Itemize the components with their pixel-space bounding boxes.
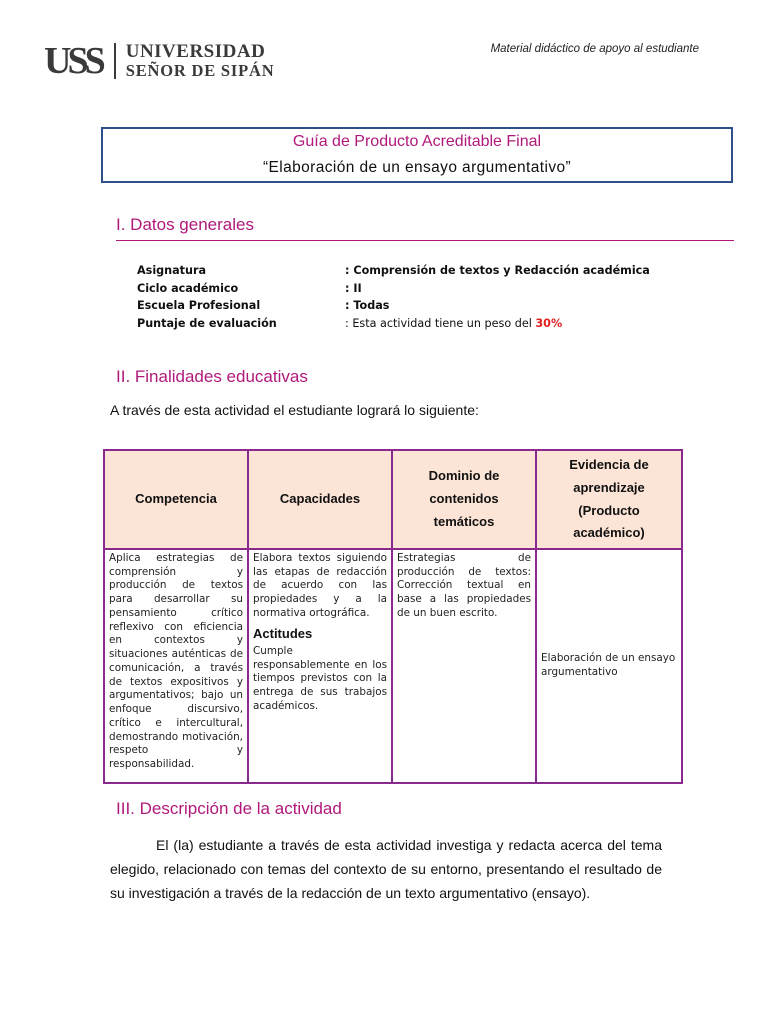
guide-subtitle: “Elaboración de un ensayo argumentativo”: [262, 159, 572, 176]
actitudes-label: Actitudes: [253, 625, 313, 641]
section1-rule: [116, 240, 734, 241]
guide-title: Guía de Producto Acreditable Final: [292, 133, 542, 150]
column-header: Dominio de contenidos temáticos: [392, 450, 536, 549]
logo-line2: SEÑOR DE SIPÁN: [125, 61, 275, 81]
data-label: Ciclo académico: [137, 281, 239, 295]
description-text: El (la) estudiante a través de esta actividad investiga y redacta acerca del tema elegido, relacionado con temas del contexto de su entorno, presentando el resultado de su investigación a través de la redacción de un texto argumentativo (ensayo).: [110, 837, 662, 901]
actitudes-text: Cumple responsablemente en los tiempos previstos con la entrega de sus trabajos académicos.: [253, 644, 387, 712]
dominio-cell: Estrategias de producción de textos: Corrección textual en base a las propiedades de un buen escrito.: [392, 549, 536, 783]
table-row: [104, 549, 682, 783]
activity-description: [110, 833, 662, 905]
logo-text: [126, 42, 275, 79]
table-header-row: [104, 450, 682, 549]
data-value: : II: [345, 281, 362, 295]
column-header: Evidencia de aprendizaje (Producto académico): [536, 450, 682, 549]
competencia-cell: Aplica estrategias de comprensión y producción de textos para desarrollar su pensamiento crítico reflexivo con eficiencia en contextos y situaciones auténticas de comunicación, a través de textos expositivos y argumentativos; bajo un enfoque discursivo, crítico e intercultural, demostrando motivación, respeto y responsabilidad.: [104, 549, 248, 783]
section2-intro: A través de esta actividad el estudiante logrará lo siguiente:: [110, 402, 479, 418]
capacidades-text: Elabora textos siguiendo las etapas de redacción de acuerdo con las propiedades y a la normativa ortográfica.: [253, 552, 387, 619]
data-row: [137, 264, 677, 282]
data-row: [137, 282, 677, 300]
evidencia-cell: Elaboración de un ensayo argumentativo: [536, 549, 682, 783]
objectives-table: [103, 449, 683, 784]
column-header: Capacidades: [248, 450, 392, 549]
data-value: : Comprensión de textos y Redacción académica: [345, 264, 650, 277]
header-note: Material didáctico de apoyo al estudiante: [490, 43, 699, 55]
data-label: Asignatura: [137, 264, 207, 277]
university-logo: [44, 42, 274, 80]
data-label: Puntaje de evaluación: [137, 316, 277, 330]
section3-heading: III. Descripción de la actividad: [116, 799, 342, 818]
data-row: [137, 317, 677, 335]
general-data: [137, 264, 677, 334]
data-label: Escuela Profesional: [137, 299, 261, 312]
column-header: Competencia: [104, 450, 248, 549]
data-row: [137, 299, 677, 317]
logo-divider: [114, 43, 116, 79]
section2-heading: II. Finalidades educativas: [116, 367, 308, 386]
capacidades-cell: [248, 549, 392, 783]
data-value: [345, 317, 562, 330]
logo-line1: UNIVERSIDAD: [125, 41, 266, 63]
logo-mark: USS: [44, 40, 102, 82]
data-value: : Todas: [345, 299, 390, 312]
section1-heading: I. Datos generales: [116, 215, 254, 234]
weight-text: : Esta actividad tiene un peso del: [345, 316, 532, 330]
weight-percent: 30%: [535, 316, 563, 330]
title-box: [101, 127, 733, 183]
